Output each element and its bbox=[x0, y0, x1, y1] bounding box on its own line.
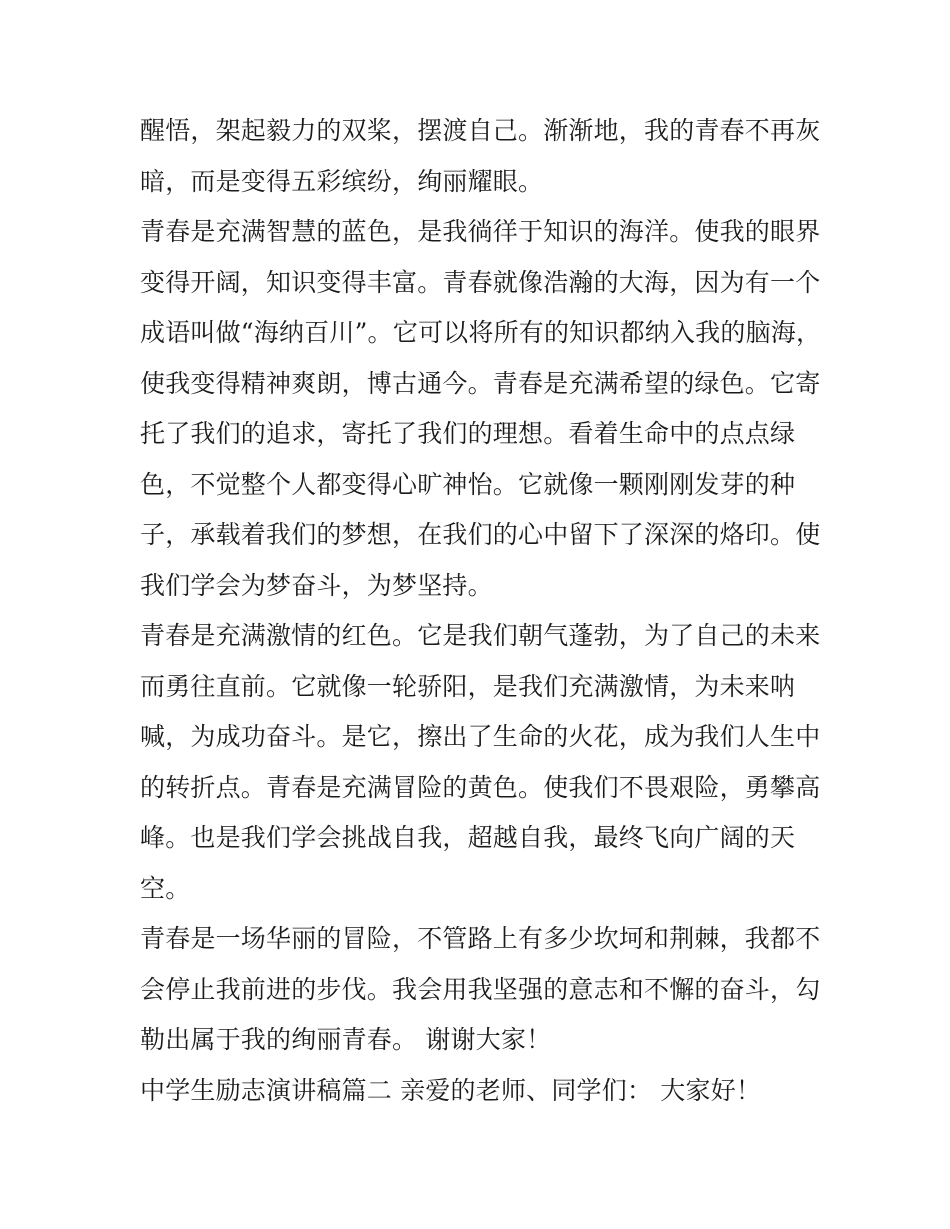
text-line: 青春是一场华丽的冒险，不管路上有多少坎坷和荆棘，我都不 bbox=[140, 924, 821, 953]
text-line: 会停止我前进的步伐。我会用我坚强的意志和不懈的奋斗，勾 bbox=[140, 974, 821, 1004]
text-line: 而勇往直前。它就像一轮骄阳，是我们充满激情，为未来呐 bbox=[140, 671, 796, 701]
text-line: 托了我们的追求，寄托了我们的理想。看着生命中的点点绿 bbox=[140, 419, 796, 448]
text-line: 中学生励志演讲稿篇二 亲爱的老师、同学们： 大家好！ bbox=[140, 1075, 762, 1105]
text-line: 我们学会为梦奋斗，为梦坚持。 bbox=[140, 570, 493, 600]
text-line: 暗，而是变得五彩缤纷，绚丽耀眼。 bbox=[140, 166, 544, 196]
text-line: 成语叫做“海纳百川”。它可以将所有的知识都纳入我的脑海， bbox=[140, 318, 822, 347]
text-line: 青春是充满智慧的蓝色，是我徜徉于知识的海洋。使我的眼界 bbox=[140, 217, 821, 246]
text-line: 空。 bbox=[140, 873, 191, 903]
text-line: 子，承载着我们的梦想，在我们的心中留下了深深的烙印。使 bbox=[140, 520, 821, 549]
text-line: 醒悟，架起毅力的双桨，摆渡自己。渐渐地，我的青春不再灰 bbox=[140, 116, 821, 145]
text-line: 峰。也是我们学会挑战自我，超越自我，最终飞向广阔的天 bbox=[140, 823, 796, 852]
text-line: 色，不觉整个人都变得心旷神怡。它就像一颗刚刚发芽的种 bbox=[140, 469, 796, 499]
text-line: 勒出属于我的绚丽青春。 谢谢大家！ bbox=[140, 1025, 552, 1054]
document-body bbox=[140, 106, 820, 1116]
text-line: 变得开阔，知识变得丰富。青春就像浩瀚的大海，因为有一个 bbox=[140, 267, 821, 297]
text-line: 的转折点。青春是充满冒险的黄色。使我们不畏艰险，勇攀高 bbox=[140, 772, 821, 802]
text-line: 青春是充满激情的红色。它是我们朝气蓬勃，为了自己的未来 bbox=[140, 621, 821, 650]
text-line: 喊，为成功奋斗。是它，擦出了生命的火花，成为我们人生中 bbox=[140, 722, 821, 751]
text-line: 使我变得精神爽朗，博古通今。青春是充满希望的绿色。它寄 bbox=[140, 368, 821, 398]
